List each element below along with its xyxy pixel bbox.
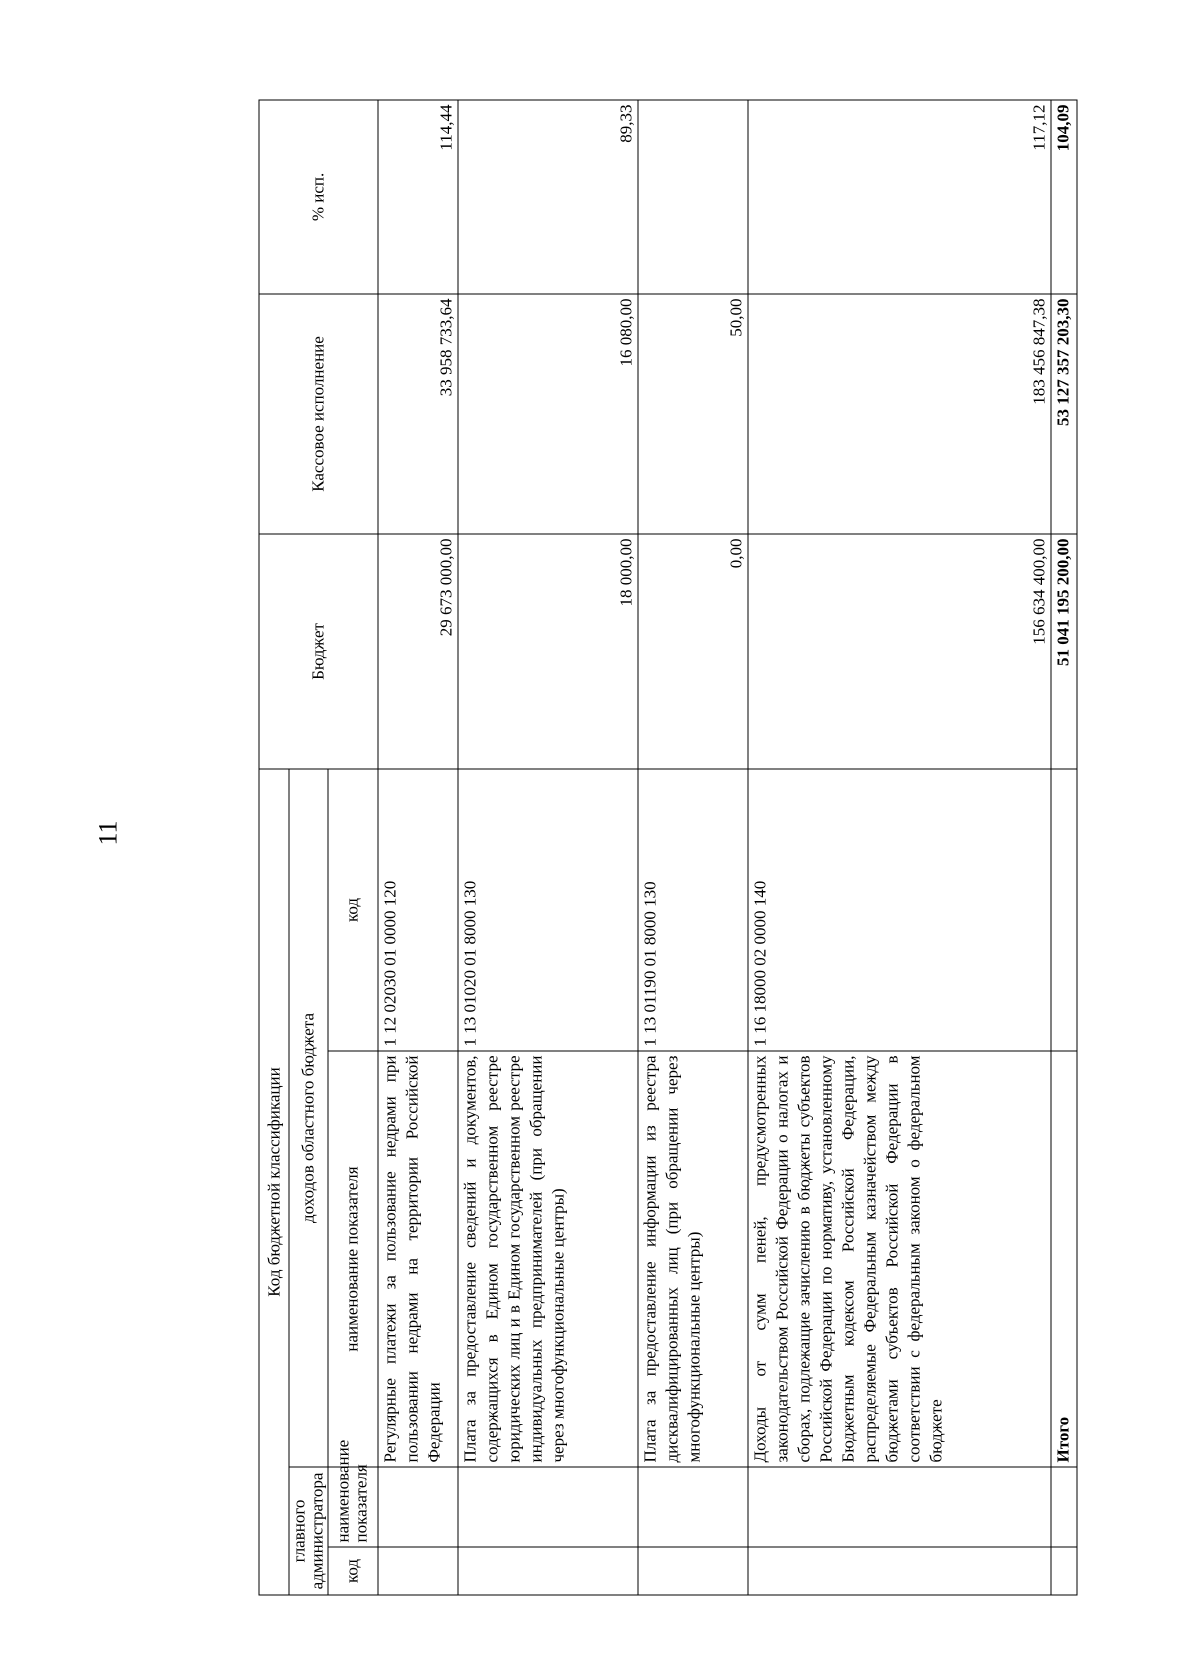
admin-name-cell xyxy=(1051,1467,1077,1547)
table-row xyxy=(638,100,748,1595)
header-income-code: код xyxy=(328,769,378,1051)
admin-code-cell xyxy=(378,1547,458,1595)
admin-name-cell xyxy=(748,1467,1051,1547)
budget-value: 0,00 xyxy=(638,534,748,769)
rotated-table-wrapper xyxy=(259,101,1071,1596)
income-code: 1 13 01020 01 8000 130 xyxy=(458,769,638,1051)
header-regional-income: доходов областного бюджета xyxy=(289,769,328,1467)
percent-value: 114,44 xyxy=(378,100,458,294)
admin-name-cell xyxy=(638,1467,748,1547)
income-code: 1 16 18000 02 0000 140 xyxy=(748,769,1051,1051)
table-row xyxy=(458,100,638,1595)
page-number: 11 xyxy=(93,820,123,846)
admin-name-cell xyxy=(378,1467,458,1547)
header-main-admin: главного администратора xyxy=(289,1467,328,1595)
indicator-name: Регулярные платежи за пользование недрами при пользовании недрами на территории Российской Федерации xyxy=(378,1051,458,1467)
header-budget: Бюджет xyxy=(259,534,378,769)
cash-value: 50,00 xyxy=(638,294,748,534)
table-row xyxy=(378,100,458,1595)
admin-code-cell xyxy=(748,1547,1051,1595)
header-admin-code: код xyxy=(328,1547,378,1595)
income-code: 1 13 01190 01 8000 130 xyxy=(638,769,748,1051)
admin-code-cell xyxy=(638,1547,748,1595)
budget-value: 156 634 400,00 xyxy=(748,534,1051,769)
budget-income-table xyxy=(259,99,1078,1595)
table-row xyxy=(748,100,1051,1595)
admin-code-cell xyxy=(1051,1547,1077,1595)
total-cash: 53 127 357 203,30 xyxy=(1051,294,1077,534)
percent-value: 89,33 xyxy=(458,100,638,294)
indicator-name: Плата за предоставление информации из реестра дисквалифицированных лиц (при обращении через многофункциональные центры) xyxy=(638,1051,748,1467)
total-label: Итого xyxy=(1051,1051,1077,1467)
header-cash-execution: Кассовое исполнение xyxy=(259,294,378,534)
percent-value: 117,12 xyxy=(748,100,1051,294)
cash-value: 16 080,00 xyxy=(458,294,638,534)
cash-value: 33 958 733,64 xyxy=(378,294,458,534)
total-code-cell xyxy=(1051,769,1077,1051)
budget-value: 18 000,00 xyxy=(458,534,638,769)
income-code: 1 12 02030 01 0000 120 xyxy=(378,769,458,1051)
header-income-name: наименование показателя xyxy=(328,1051,378,1467)
percent-value xyxy=(638,100,748,294)
admin-name-cell xyxy=(458,1467,638,1547)
admin-code-cell xyxy=(458,1547,638,1595)
total-row xyxy=(1051,100,1077,1595)
total-budget: 51 041 195 200,00 xyxy=(1051,534,1077,769)
header-percent: % исп. xyxy=(259,100,378,294)
indicator-name: Плата за предоставление сведений и документов, содержащихся в Едином государственном реестре юридических лиц и в Едином государственном реестре индивидуальных предпринимателей (при обращении через многофункциональные центры) xyxy=(458,1051,638,1467)
budget-value: 29 673 000,00 xyxy=(378,534,458,769)
header-classification: Код бюджетной классификации xyxy=(259,769,289,1595)
indicator-name: Доходы от сумм пеней, предусмотренных законодательством Российской Федерации о налогах и сборах, подлежащие зачислению в бюджеты субъектов Российской Федерации по нормативу, установленному Бюджетным кодексом Российской Федерации, распределяемые Федеральным казначейством между бюджетами субъектов Российской Федерации в соответствии с федеральным законом о федеральном бюджете xyxy=(748,1051,1051,1467)
header-admin-name: наименование показателя xyxy=(328,1467,378,1547)
total-percent: 104,09 xyxy=(1051,100,1077,294)
cash-value: 183 456 847,38 xyxy=(748,294,1051,534)
